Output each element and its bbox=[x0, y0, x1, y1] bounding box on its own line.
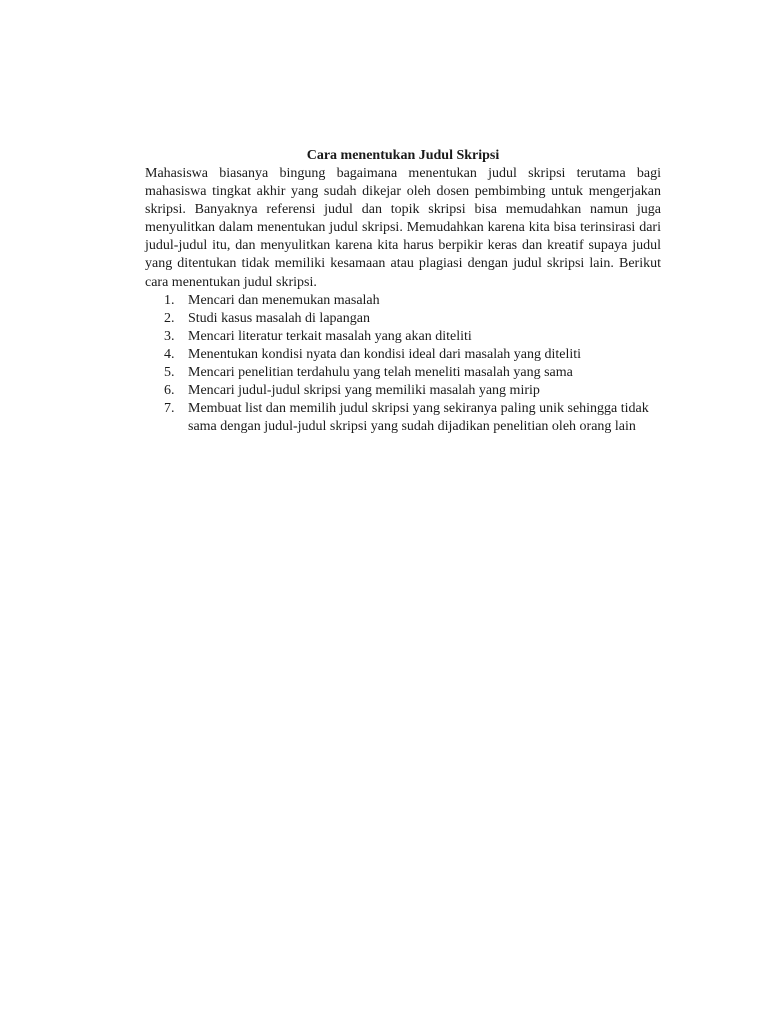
document-title: Cara menentukan Judul Skripsi bbox=[306, 148, 500, 163]
list-item bbox=[145, 328, 661, 346]
list-item bbox=[145, 382, 661, 400]
list-item-number: 2. bbox=[164, 310, 175, 326]
steps-list bbox=[145, 292, 661, 437]
list-item-number: 3. bbox=[164, 328, 175, 344]
document-page bbox=[145, 147, 661, 436]
list-item bbox=[145, 400, 661, 436]
list-item bbox=[145, 310, 661, 328]
list-item-text: Mencari judul-judul skripsi yang memiliki masalah yang mirip bbox=[188, 383, 540, 399]
list-item bbox=[145, 292, 661, 310]
list-item-number: 6. bbox=[164, 383, 175, 399]
list-item-number: 4. bbox=[164, 346, 175, 362]
list-item-text: Mencari dan menemukan masalah bbox=[188, 292, 380, 308]
list-item bbox=[145, 346, 661, 364]
list-item-number: 1. bbox=[164, 292, 175, 308]
list-item-text: Studi kasus masalah di lapangan bbox=[188, 310, 370, 326]
list-item-number: 5. bbox=[164, 365, 175, 381]
intro-paragraph: Mahasiswa biasanya bingung bagaimana menentukan judul skripsi terutama bagi mahasiswa tingkat akhir yang sudah dikejar oleh dosen pembimbing untuk mengerjakan skripsi. Banyaknya referensi judul dan topik skripsi bisa memudahkan namun juga menyulitkan dalam menentukan judul skripsi. Memudahkan karena kita bisa terinsirasi dari judul-judul itu, dan menyulitkan karena kita harus berpikir keras dan kreatif supaya judul yang ditentukan tidak memiliki kesamaan atau plagiasi dengan judul skripsi lain. Berikut cara menentukan judul skripsi. bbox=[145, 166, 661, 290]
list-item-text: Mencari penelitian terdahulu yang telah meneliti masalah yang sama bbox=[188, 365, 573, 381]
list-item-number: 7. bbox=[164, 401, 175, 417]
list-item-text: Mencari literatur terkait masalah yang akan diteliti bbox=[188, 328, 472, 344]
list-item-text: Menentukan kondisi nyata dan kondisi ideal dari masalah yang diteliti bbox=[188, 346, 582, 362]
list-item bbox=[145, 364, 661, 382]
list-item-text: Membuat list dan memilih judul skripsi yang sekiranya paling unik sehingga tidak sama dengan judul-judul skripsi yang sudah dijadikan penelitian oleh orang lain bbox=[188, 401, 649, 435]
